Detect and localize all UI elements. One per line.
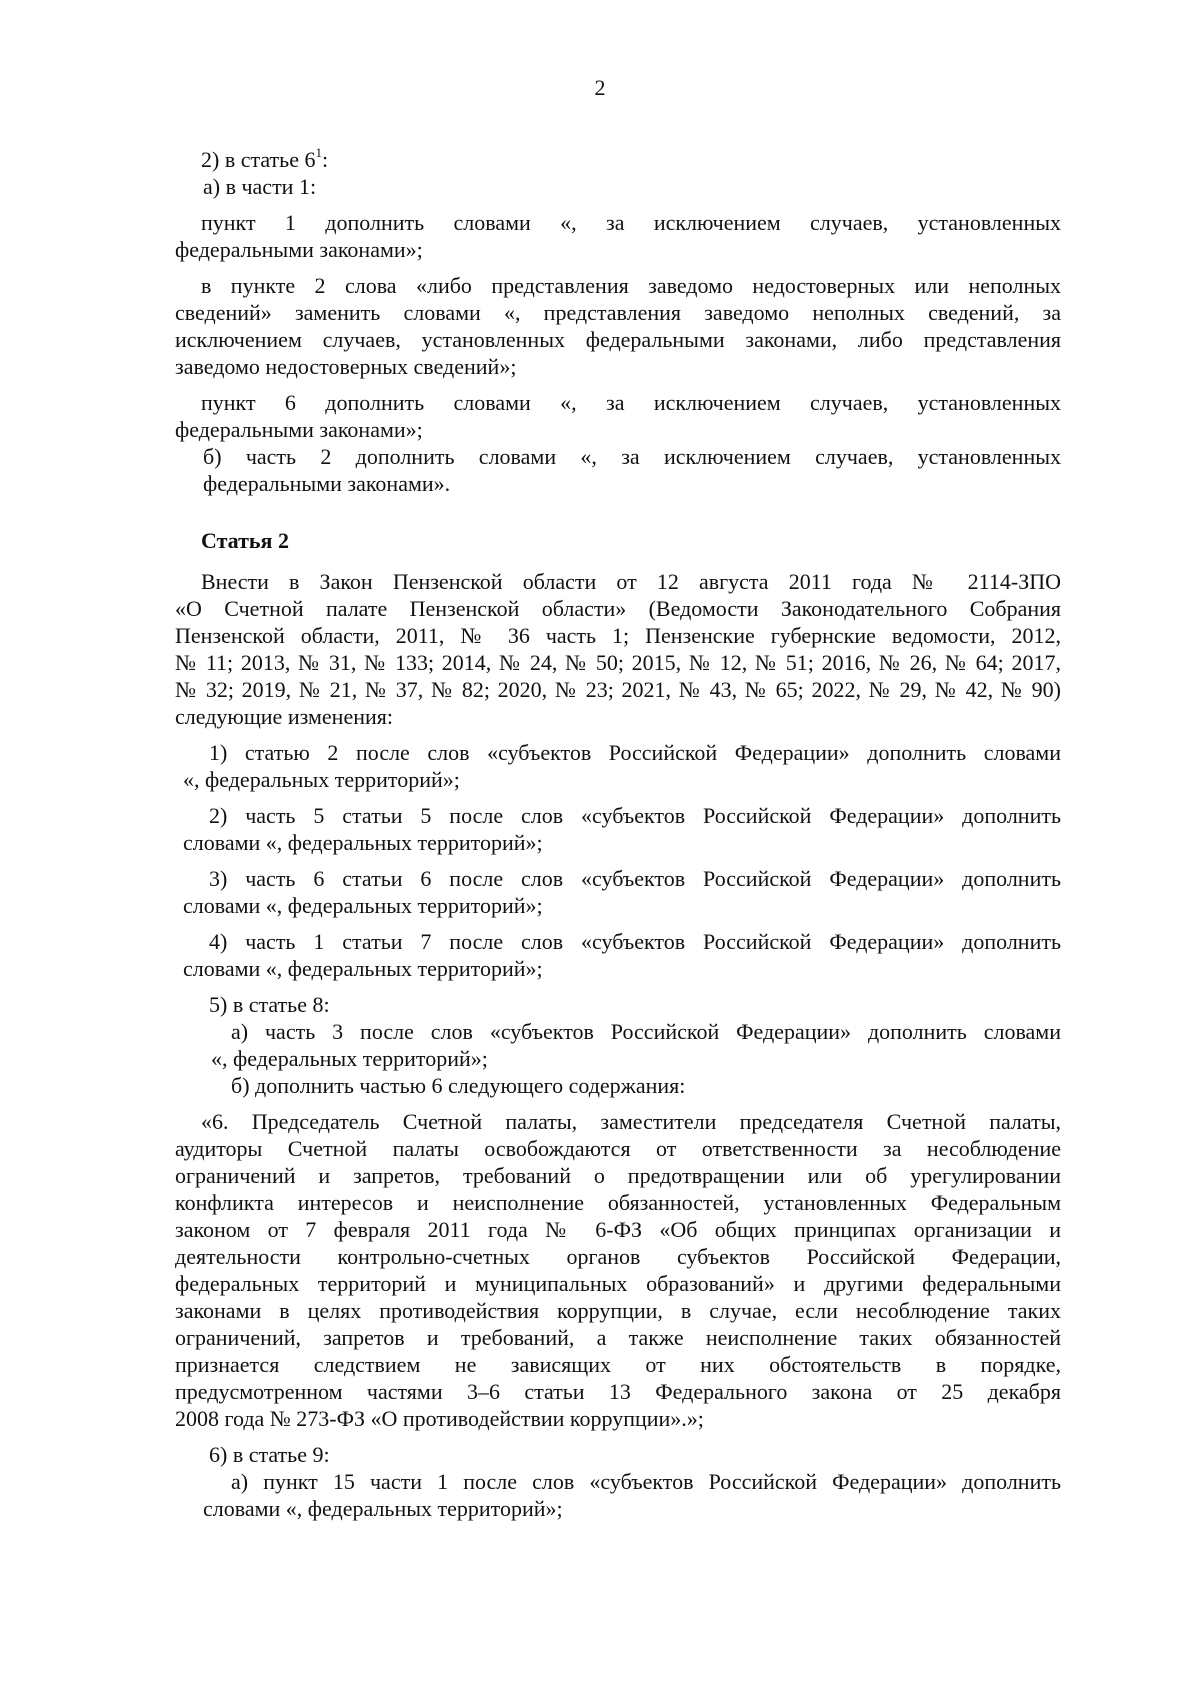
sub-item-b-part-6: б) дополнить частью 6 следующего содержания:: [231, 1073, 686, 1098]
list-item-4: 4) часть 1 статьи 7 после слов «субъектов Российской Федерации» дополнить словами «, федеральных территорий»;: [183, 929, 1061, 981]
paragraph-point-1: пункт 1 дополнить словами «, за исключением случаев, установленных федеральными законами»;: [175, 210, 1061, 262]
list-item-1: 1) статью 2 после слов «субъектов Российской Федерации» дополнить словами «, федеральных территорий»;: [183, 740, 1061, 792]
superscript: 1: [315, 145, 322, 160]
sub-item-a-point-15: а) пункт 15 части 1 после слов «субъектов Российской Федерации» дополнить словами «, федеральных территорий»;: [203, 1469, 1061, 1521]
paragraph-point-2: в пункте 2 слова «либо представления заведомо недостоверных или неполных сведений» заменить словами «, представления заведомо неполных сведений, за исключением случаев, установленных федеральными законами, либо представления заведомо недостоверных сведений»;: [175, 273, 1061, 379]
document-body: [175, 146, 1061, 1522]
paragraph-point-6: пункт 6 дополнить словами «, за исключением случаев, установленных федеральными законами»;: [175, 390, 1061, 442]
sub-item-b-part-2: б) часть 2 дополнить словами «, за исключением случаев, установленных федеральными законами».: [203, 444, 1061, 496]
list-item-6-article-9: 6) в статье 9:: [209, 1442, 330, 1467]
list-item-2: 2) часть 5 статьи 5 после слов «субъектов Российской Федерации» дополнить словами «, федеральных территорий»;: [183, 803, 1061, 855]
sub-item-a-part-1: а) в части 1:: [203, 174, 317, 199]
article-2-heading: Статья 2: [201, 528, 289, 553]
page-number: 2: [594, 75, 606, 100]
list-item-2-article-6-1: 2) в статье $6^1$:: [201, 145, 329, 172]
sub-item-a-part-3: а) часть 3 после слов «субъектов Российской Федерации» дополнить словами «, федеральных территорий»;: [211, 1019, 1061, 1071]
list-item-3: 3) часть 6 статьи 6 после слов «субъектов Российской Федерации» дополнить словами «, федеральных территорий»;: [183, 866, 1061, 918]
list-item-5-article-8: 5) в статье 8:: [209, 992, 330, 1017]
paragraph-part-6-text: «6. Председатель Счетной палаты, заместители председателя Счетной палаты, аудиторы Счетной палаты освобождаются от ответственности за несоблюдение ограничений и запретов, требований о предотвращении или об урегулировании конфликта интересов и неисполнение обязанностей, установленных Федеральным законом от 7 февраля 2011 года № 6-ФЗ «Об общих принципах организации и деятельности контрольно-счетных органов субъектов Российской Федерации, федеральных территорий и муниципальных образований» и другими федеральными законами в целях противодействия коррупции, в случае, если несоблюдение таких ограничений, запретов и требований, а также неисполнение таких обязанностей признается следствием не зависящих от них обстоятельств в порядке, предусмотренном частями 3–6 статьи 13 Федерального закона от 25 декабря 2008 года № 273-ФЗ «О противодействии коррупции».»;: [175, 1109, 1061, 1431]
paragraph-amend-law: Внести в Закон Пензенской области от 12 августа 2011 года № 2114-ЗПО «О Счетной палате Пензенской области» (Ведомости Законодательного Собрания Пензенской области, 2011, № 36 часть 1; Пензенские губернские ведомости, 2012, № 11; 2013, № 31, № 133; 2014, № 24, № 50; 2015, № 12, № 51; 2016, № 26, № 64; 2017, № 32; 2019, № 21, № 37, № 82; 2020, № 23; 2021, № 43, № 65; 2022, № 29, № 42, № 90) следующие изменения:: [175, 569, 1061, 729]
